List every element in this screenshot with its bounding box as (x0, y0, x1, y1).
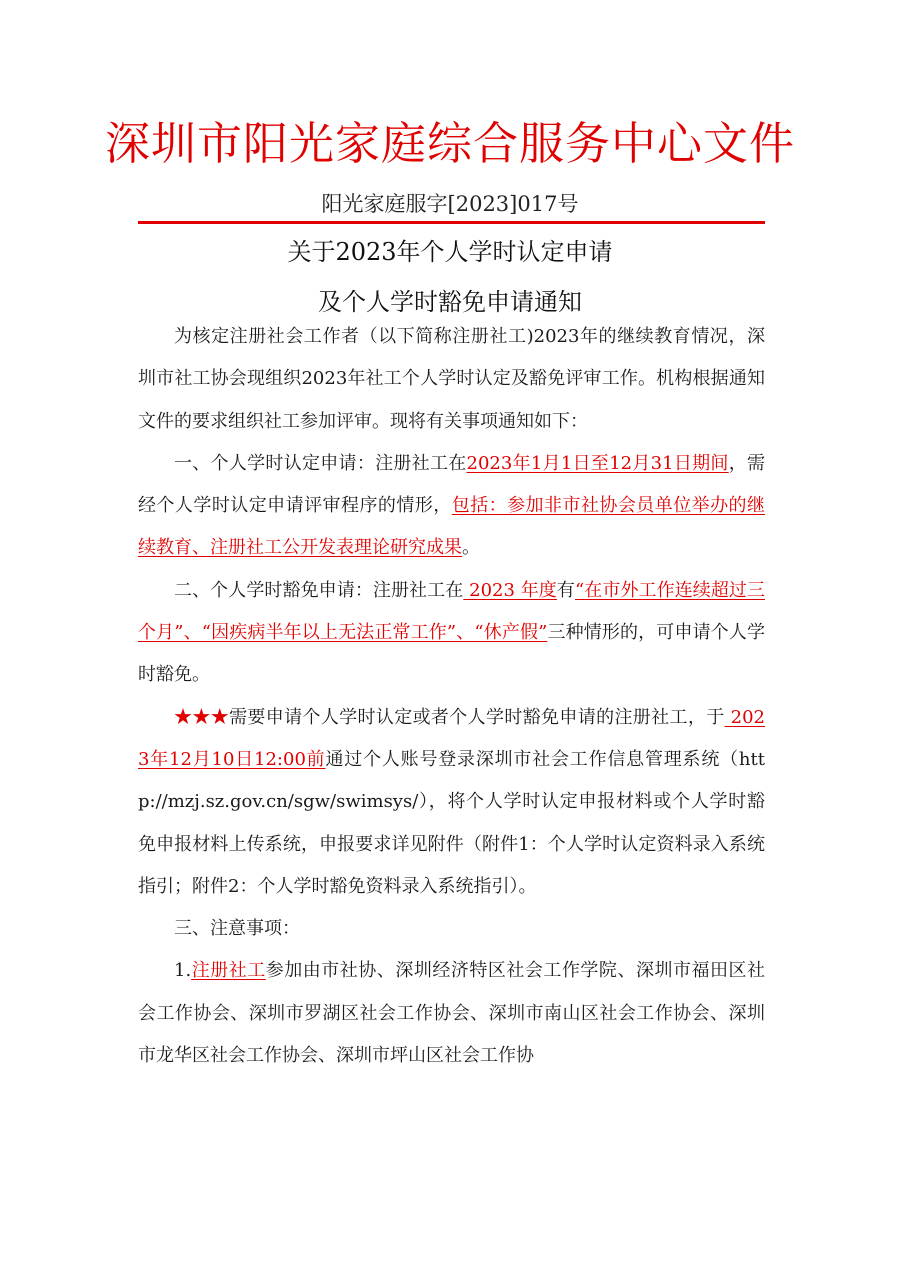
item-2-lead: 二、个人学时豁免申请：注册社工在 (174, 579, 464, 601)
item-2-year: 2023 年度 (463, 579, 557, 601)
item-1-mid: ，需经个人学时认定申请评审程序的情形， (138, 452, 766, 517)
note-1-paragraph (138, 950, 765, 1077)
deadline-paragraph (138, 697, 765, 908)
item-1-period: 2023年1月1日至12月31日期间 (466, 452, 729, 474)
note-1-subject: 注册社工 (191, 960, 266, 982)
intro-paragraph (138, 316, 765, 443)
notice-title-line-2: 及个人学时豁免申请通知 (318, 288, 582, 316)
intro-text: 为核定注册社会工作者（以下简称注册社工)2023年的继续教育情况，深圳市社工协会现组织2023年社工个人学时认定及豁免评审工作。机构根据通知文件的要求组织社工参加评审。现将有关事项通知如下： (138, 326, 765, 432)
deadline-date: 2023年12月10日12:00前 (138, 706, 766, 770)
note-1-number: 1. (174, 960, 192, 982)
notice-title-line-1: 关于2023年个人学时认定申请 (287, 238, 613, 266)
item-1-includes: 包括：参加非市社协会员单位举办的继续教育、注册社工公开发表理论研究成果 (138, 495, 766, 559)
item-1-lead: 一、个人学时认定申请：注册社工在 (174, 452, 467, 474)
notice-body (138, 316, 765, 1077)
deadline-rest: 通过个人账号登录深圳市社会工作信息管理系统（http://mzj.sz.gov.cn/sgw/swimsys/），将个人学时认定申报材料或个人学时豁免申报材料上传系统，申报要求详见附件（附件1：个人学时认定资料录入系统指引；附件2：个人学时豁免资料录入系统指引）。 (138, 748, 765, 897)
item-2-cases: “在市外工作连续超过三个月”、“因疾病半年以上无法正常工作”、“休产假” (138, 579, 766, 644)
item-2-paragraph (138, 570, 765, 697)
notes-heading (138, 908, 765, 950)
document-number: 阳光家庭服字[2023]017号 (321, 192, 579, 216)
item-2-end: 三种情形的，可申请个人学时豁免。 (138, 622, 766, 686)
item-1-end: 。 (462, 537, 480, 559)
notes-heading-text: 三、注意事项： (174, 918, 300, 940)
organization-title: 深圳市阳光家庭综合服务中心文件 (104, 117, 795, 170)
star-icon: ★★★ (174, 706, 230, 728)
red-divider-line (138, 221, 765, 224)
item-2-mid: 有 (556, 579, 575, 601)
deadline-lead: 需要申请个人学时认定或者个人学时豁免申请的注册社工，于 (229, 706, 725, 728)
item-1-paragraph (138, 443, 765, 570)
note-1-text: 参加由市社协、深圳经济特区社会工作学院、深圳市福田区社会工作协会、深圳市罗湖区社会工作协会、深圳市南山区社会工作协会、深圳市龙华区社会工作协会、深圳市坪山区社会工作协 (138, 960, 766, 1067)
